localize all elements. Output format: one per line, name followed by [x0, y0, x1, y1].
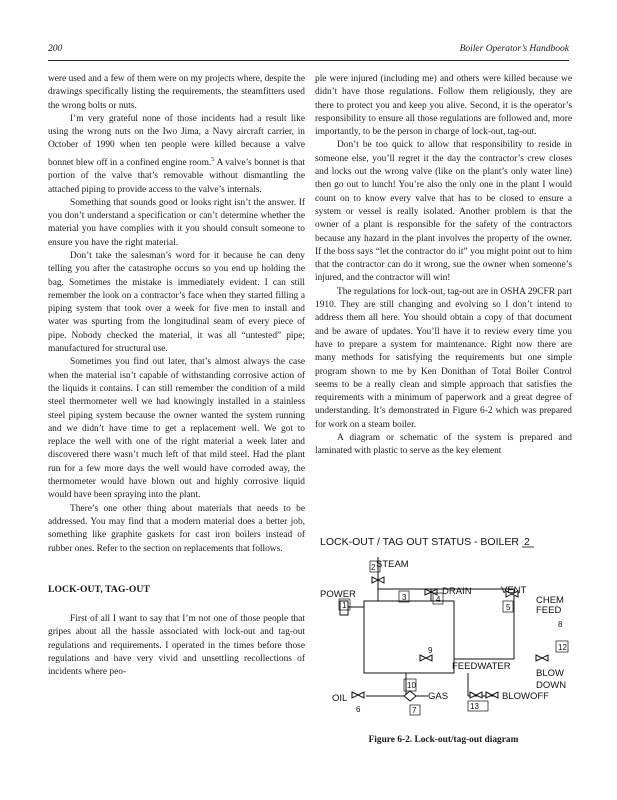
- label-power: POWER: [320, 589, 356, 600]
- tag-number: 10: [407, 681, 416, 690]
- page-number: 200: [48, 44, 63, 54]
- tag-number: 4: [436, 595, 441, 604]
- paragraph: The regulations for lock-out, tag-out are in OSHA 29CFR part 1910. They are still changing and evolving so I don’t intend to address them all here. You should obtain a copy of that document and be aware of updates. You’ll have it to review every time you have to prepare a system for maintenance. Right now there are many methods for satisfying the requirements but one simple program shown to me by Ken Donithan of Total Boiler Control seems to be a really clean and simple approach that satisfies the requirements with a minimum of paperwork and a great degree of understanding. It’s demonstrated in Figure 6-2 which was prepared for work on a steam boiler.: [315, 286, 572, 430]
- label-gas: GAS: [428, 691, 449, 702]
- piping: [346, 557, 514, 696]
- section-heading: LOCK-OUT, TAG-OUT: [48, 583, 150, 595]
- tag-number: 8: [558, 620, 563, 629]
- paragraph-text: I’m very grateful none of those incidents had a result like using the wrong nuts on the Iwo Jima, a Navy aircraft carrier, in October of 1990 when ten people were killed because a valve bonnet blew off in a confined engine room.: [48, 113, 305, 168]
- tag-number: 2: [371, 563, 376, 572]
- blowoff-valve-icon: [470, 692, 482, 698]
- running-header: [48, 44, 569, 60]
- footnote-marker: 5: [211, 155, 215, 163]
- lockout-diagram-svg: [318, 531, 570, 731]
- header-rule: [48, 60, 569, 61]
- label-feedwater: FEEDWATER: [452, 661, 511, 672]
- label-vent: VENT: [501, 585, 527, 596]
- oil-valve-icon: [352, 692, 364, 698]
- book-title: Boiler Operator’s Handbook: [459, 44, 569, 54]
- tag-number: 7: [412, 706, 417, 715]
- tag-number: 9: [428, 646, 433, 655]
- paragraph: A diagram or schematic of the system is prepared and laminated with plastic to serve as the key element: [315, 433, 572, 457]
- label-down: DOWN: [536, 680, 567, 691]
- left-column: [48, 73, 305, 680]
- label-feed: FEED: [536, 605, 562, 616]
- paragraph: Something that sounds good or looks right isn’t the answer. If you don’t understand a specification or can’t determine whether the material you have complies with it you should consult someone to ensure you have the right material.: [48, 197, 305, 248]
- label-blow: BLOW: [536, 668, 564, 679]
- paragraph: ple were injured (including me) and others were killed because we didn’t have those regulations. Follow them religiously, they are there to protect you and keep you alive. Second, it is the operator’s responsibility to ensure all those regulations are followed and, more importantly, to be the person in charge of lock-out, tag-out.: [315, 74, 572, 138]
- right-column: [315, 73, 572, 459]
- blowoff-valve-icon: [486, 692, 498, 698]
- feedwater-valve-icon: [420, 655, 432, 661]
- label-steam: STEAM: [376, 559, 409, 570]
- label-blowoff: BLOWOFF: [502, 691, 549, 702]
- figure-caption: Figure 6-2. Lock-out/tag-out diagram: [368, 735, 519, 745]
- paragraph-text: A valve’s bonnet is that portion of the valve that’s removable without dismantling the attached piping to provide access to the valve’s internals.: [48, 157, 305, 195]
- boiler-number: 2: [524, 536, 530, 548]
- tag-number: 1: [342, 601, 347, 610]
- paragraph: Don’t take the salesman’s word for it because he can deny telling you after the catastrophe occurs so you end up holding the bag. Sometimes the mistake is immediately evident. I can still remember the look on a contractor’s face when they started filling a piping system that took over a week for five men to install and water was spurting from the longitudinal seam of every piece of pipe. Nobody checked the material, it was all “untested” pipe; manufactured for structural use.: [48, 250, 305, 355]
- tag-number: 5: [506, 603, 511, 612]
- blow-valve-icon: [536, 655, 548, 661]
- label-chem: CHEM: [536, 595, 564, 606]
- tag-number: 13: [470, 702, 479, 711]
- label-drain: DRAIN: [442, 586, 472, 597]
- paragraph: Sometimes you find out later, that’s almost always the case when the material isn’t capable of withstanding corrosive action of the liquids it contains. I can still remember the condition of a mild steel thermometer well we had knowingly installed in a stainless steel piping system because the owner wanted the system running and we didn’t have time to get a replacement well. We got to replace the well with one of the right material a week later and discovered there wasn’t much left of that mild steel. Had the plant run for a few more days the well would have corroded away, the thermometer would have blown out and highly corrosive liquid would have been spraying into the plant.: [48, 357, 305, 501]
- diagram-title: LOCK-OUT / TAG OUT STATUS - BOILER: [320, 536, 519, 548]
- paragraph: [48, 113, 305, 197]
- tag-number: 3: [402, 593, 407, 602]
- label-oil: OIL: [332, 693, 348, 704]
- paragraph: There’s one other thing about materials that needs to be addressed. You may find that a modern material does a better job, something like graphite gaskets for cast iron boilers instead of rubber ones. Refer to the section on replacements that follows.: [48, 503, 305, 554]
- paragraph: were used and a few of them were on my projects where, despite the drawings specifically listing the requirements, the steamfitters used the wrong bolts or nuts.: [48, 74, 305, 111]
- paragraph: First of all I want to say that I’m not one of those people that gripes about all the hassle associated with lock-out and tag-out regulations and requirements. I operated in the times before those regulations and have very vivid and unsettling recollections of incidents where peo-: [48, 614, 305, 678]
- boiler-body: [364, 601, 454, 673]
- tag-number: 12: [558, 643, 567, 652]
- lockout-diagram: [318, 531, 570, 731]
- tag-number: 6: [356, 705, 361, 714]
- paragraph: Don’t be too quick to allow that responsibility to reside in someone else, you’ll regret it the day the contractor’s crew closes and locks out the wrong valve (like on the plant’s only water line) then go out to lunch! You’re also the only one in the plant I would count on to know every valve that has to be closed to ensure a system or vessel is really isolated. Another problem is that the owner of a plant is responsible for the safety of the contractors because any hazard in the plant involves the property of the owner. If the boss says “let the contractor do it” you might point out to him that the contractor can do it wrong, sue the owner when someone’s injured, and the contractor will win!: [315, 140, 572, 284]
